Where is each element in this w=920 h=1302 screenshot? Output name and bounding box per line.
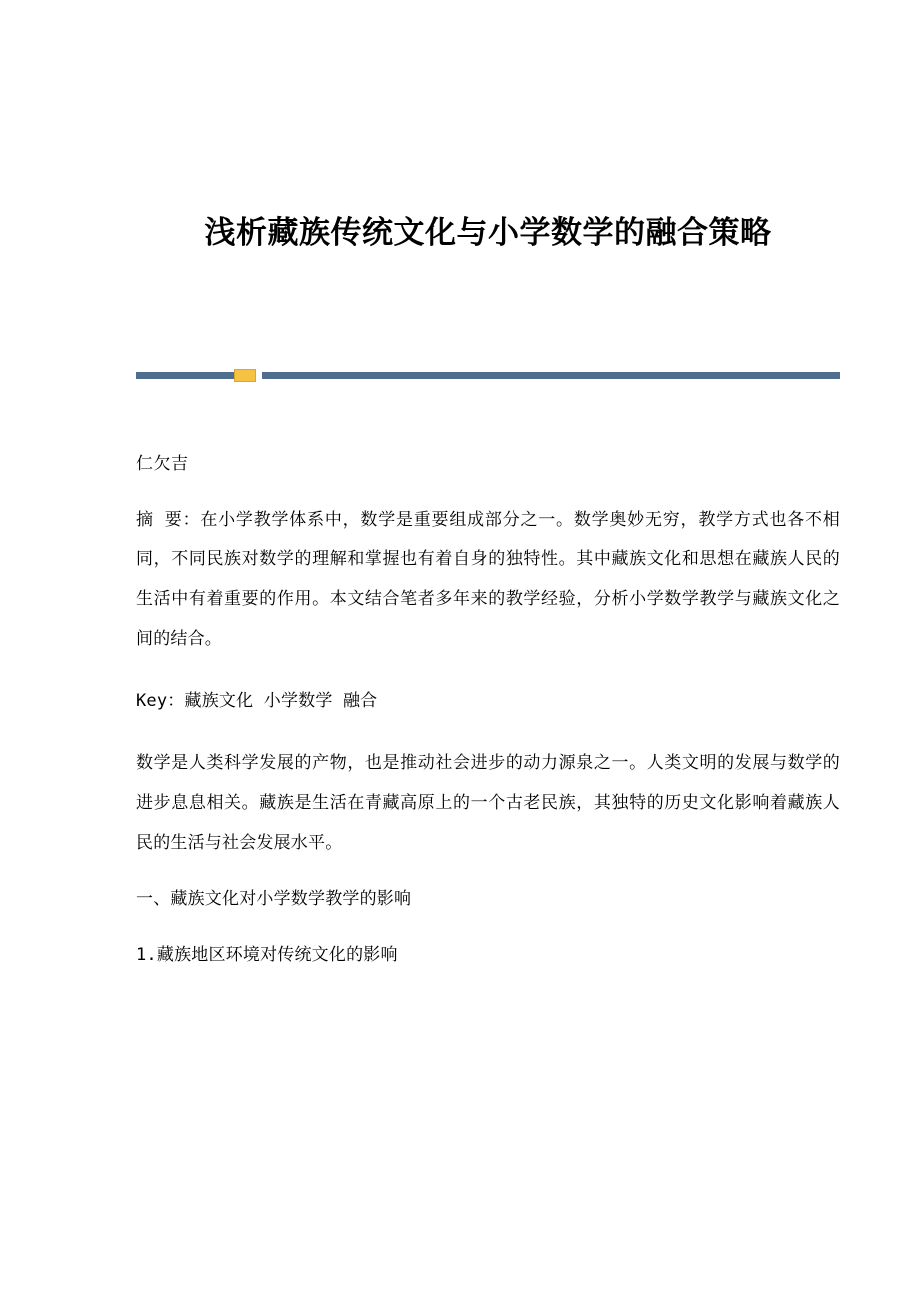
page-title: 浅析藏族传统文化与小学数学的融合策略 [204,215,772,251]
keywords-paragraph: Key：藏族文化 小学数学 融合 [136,691,378,712]
section-heading-one: 一、藏族文化对小学数学教学的影响 [136,889,412,910]
divider-gap [256,372,262,379]
subsection-heading-one-one: 1.藏族地区环境对传统文化的影响 [136,944,398,965]
author-name: 仁欠吉 [136,454,189,475]
document-content [136,0,840,976]
intro-paragraph: 数学是人类科学发展的产物，也是推动社会进步的动力源泉之一。人类文明的发展与数学的进步息息相关。藏族是生活在青藏高原上的一个古老民族，其独特的历史文化影响着藏族人民的生活与社会发展水平。 [136,753,840,854]
divider-accent-square [234,369,256,382]
abstract-paragraph: 摘 要：在小学教学体系中，数学是重要组成部分之一。数学奥妙无穷，教学方式也各不相同，不同民族对数学的理解和掌握也有着自身的独特性。其中藏族文化和思想在藏族人民的生活中有着重要的作用。本文结合笔者多年来的教学经验，分析小学数学教学与藏族文化之间的结合。 [136,509,840,650]
title-divider [136,367,840,383]
